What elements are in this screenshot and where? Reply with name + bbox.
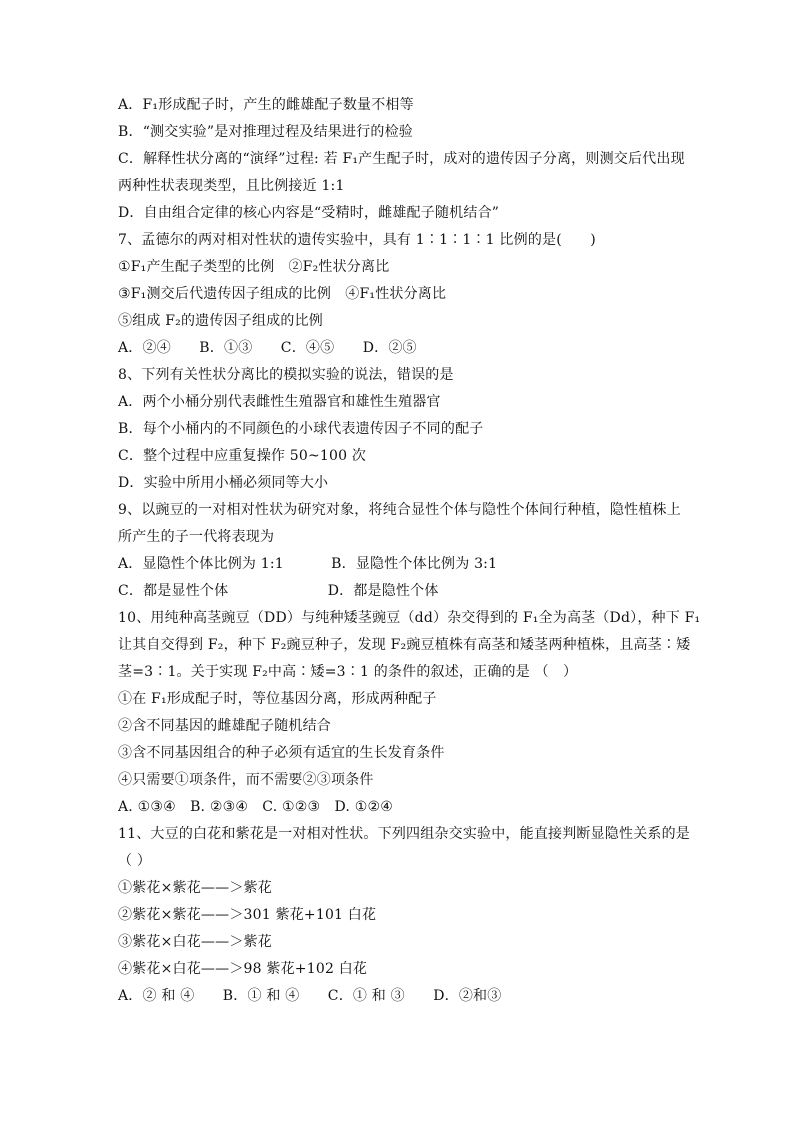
question-11-item-1: ①紫花×紫花——＞紫花 — [118, 880, 272, 896]
question-8-option-c: C．整个过程中应重复操作 50~100 次 — [118, 448, 367, 464]
question-10-stem-line1: 10、用纯种高茎豌豆（DD）与纯种矮茎豌豆（dd）杂交得到的 F₁全为高茎（Dd），种下 F₁ — [118, 610, 701, 626]
question-10-item-4: ④只需要①项条件，而不需要②③项条件 — [118, 772, 374, 788]
option-6a: A．F₁形成配子时，产生的雌雄配子数量不相等 — [118, 97, 414, 113]
question-9-options-ab: A．显隐性个体比例为 1:1 B．显隐性个体比例为 3:1 — [118, 556, 498, 572]
option-6c-line2: 两种性状表现类型，且比例接近 1:1 — [118, 178, 345, 194]
question-10-stem-line3: 茎=3∶1。关于实现 F₂中高∶矮=3∶1 的条件的叙述，正确的是 （ ） — [118, 664, 578, 680]
question-10-options: A. ①③④ B. ②③④ C. ①②③ D. ①②④ — [118, 799, 393, 815]
question-9-stem-line1: 9、以豌豆的一对相对性状为研究对象，将纯合显性个体与隐性个体间行种植，隐性植株上 — [118, 502, 681, 518]
question-11-stem-line2: （ ） — [118, 853, 152, 869]
question-9-stem-line2: 所产生的子一代将表现为 — [118, 529, 275, 545]
document-page — [118, 92, 701, 1010]
option-6c-line1: C．解释性状分离的“演绎”过程: 若 F₁产生配子时，成对的遗传因子分离，则测交后代出现 — [118, 151, 685, 167]
option-6b: B．“测交实验”是对推理过程及结果进行的检验 — [118, 124, 414, 140]
question-8-option-b: B．每个小桶内的不同颜色的小球代表遗传因子不同的配子 — [118, 421, 484, 437]
question-7-options: A．②④ B．①③ C．④⑤ D．②⑤ — [118, 340, 417, 356]
question-8-option-a: A．两个小桶分别代表雌性生殖器官和雄性生殖器官 — [118, 394, 441, 410]
question-11-item-2: ②紫花×紫花——＞301 紫花+101 白花 — [118, 907, 377, 923]
question-7-item-1-2: ①F₁产生配子类型的比例 ②F₂性状分离比 — [118, 259, 390, 275]
question-10-item-2: ②含不同基因的雌雄配子随机结合 — [118, 718, 331, 734]
option-6d: D．自由组合定律的核心内容是“受精时，雌雄配子随机结合” — [118, 205, 500, 221]
question-11-item-4: ④紫花×白花——＞98 紫花+102 白花 — [118, 961, 368, 977]
question-7-item-3-4: ③F₁测交后代遗传因子组成的比例 ④F₁性状分离比 — [118, 286, 447, 302]
question-8-option-d: D．实验中所用小桶必须同等大小 — [118, 475, 329, 491]
question-11-item-3: ③紫花×白花——＞紫花 — [118, 934, 272, 950]
question-10-stem-line2: 让其自交得到 F₂，种下 F₂豌豆种子，发现 F₂豌豆植株有高茎和矮茎两种植株，且高茎∶矮 — [118, 637, 691, 653]
question-10-item-1: ①在 F₁形成配子时，等位基因分离，形成两种配子 — [118, 691, 437, 707]
question-11-stem-line1: 11、大豆的白花和紫花是一对相对性状。下列四组杂交实验中，能直接判断显隐性关系的是 — [118, 826, 691, 842]
question-8-stem: 8、下列有关性状分离比的模拟实验的说法，错误的是 — [118, 367, 454, 383]
question-10-item-3: ③含不同基因组合的种子必须有适宜的生长发育条件 — [118, 745, 445, 761]
question-7-stem: 7、孟德尔的两对相对性状的遗传实验中，具有 1∶1∶1∶1 比例的是( ) — [118, 232, 596, 248]
question-7-item-5: ⑤组成 F₂的遗传因子组成的比例 — [118, 313, 323, 329]
question-9-options-cd: C．都是显性个体 D．都是隐性个体 — [118, 583, 439, 599]
question-11-options: A．② 和 ④ B．① 和 ④ C．① 和 ③ D．②和③ — [118, 988, 502, 1004]
